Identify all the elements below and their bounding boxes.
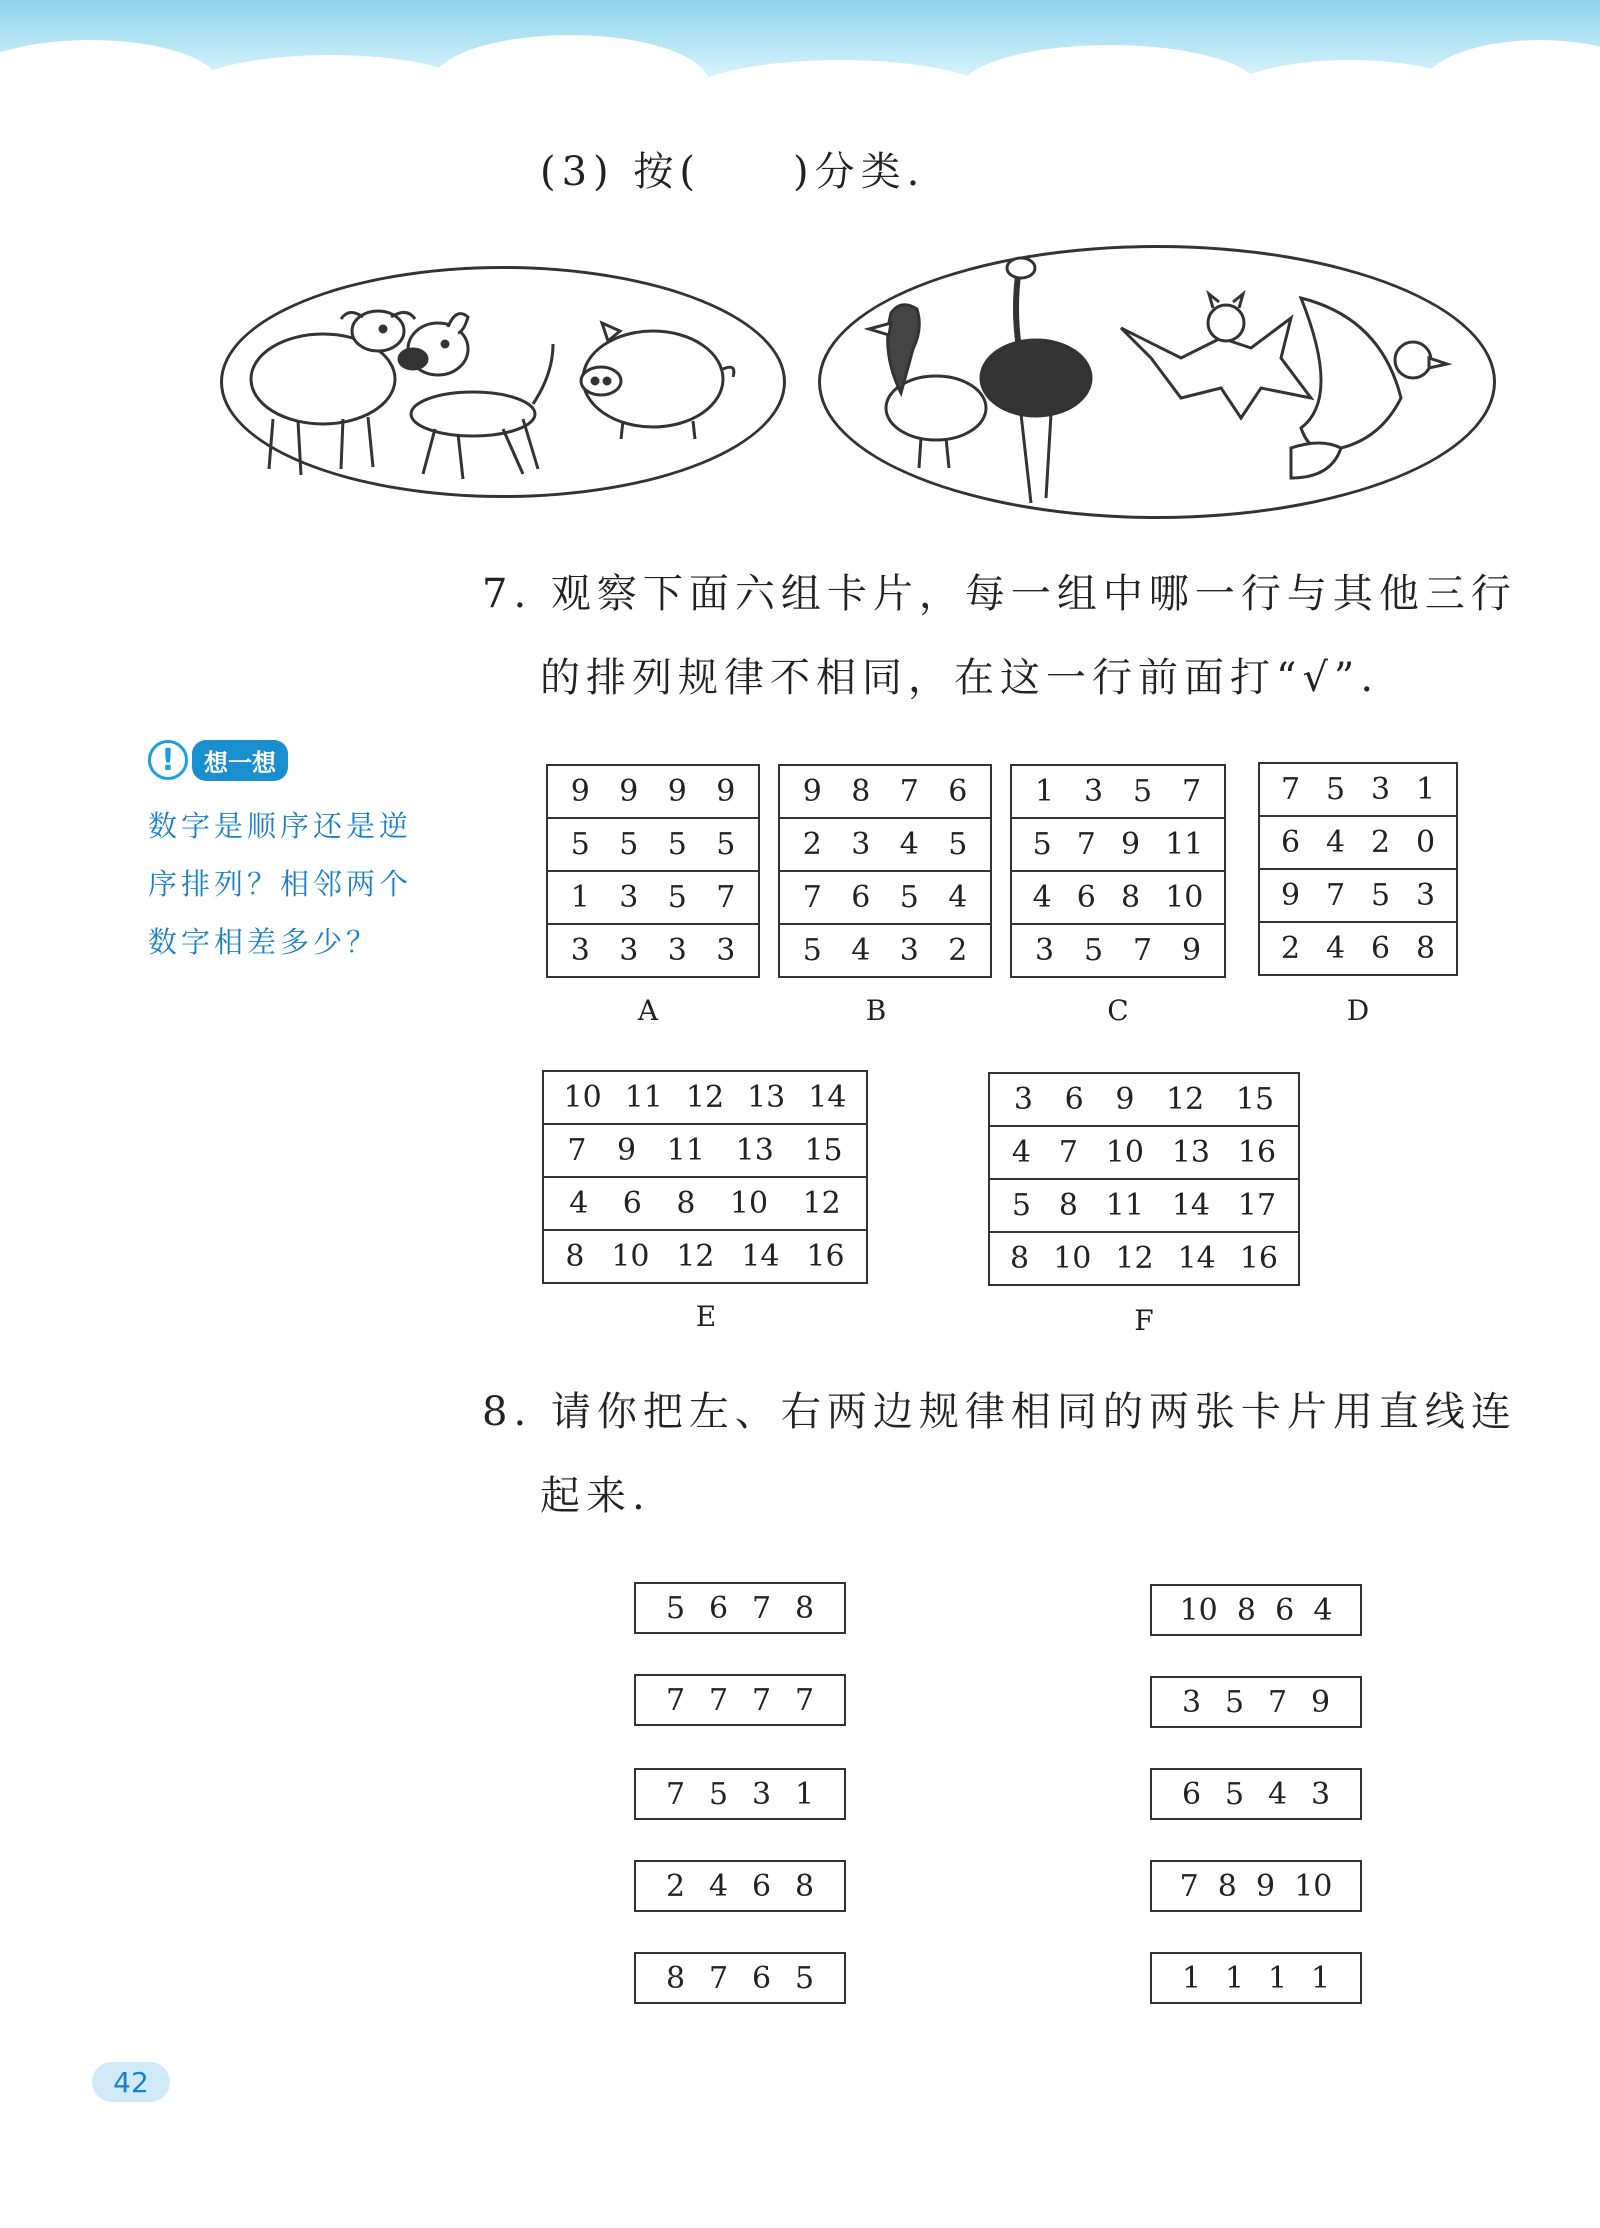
flying-animals-illustration (821, 248, 1493, 516)
card-group-d (1258, 762, 1458, 976)
group-label-c: C (1107, 994, 1129, 1027)
card-group-f (988, 1072, 1300, 1286)
mammals-illustration (223, 269, 783, 495)
group-label-d: D (1346, 994, 1370, 1027)
tip-line: 数字是顺序还是逆 (148, 809, 413, 843)
dove-icon (1291, 298, 1447, 478)
group-label-a: A (637, 994, 659, 1027)
group-label-e: E (695, 1300, 717, 1333)
card-row[interactable]: 7 6 5 4 (802, 880, 968, 915)
right-card[interactable]: 7 8 9 10 (1150, 1860, 1362, 1912)
card-row[interactable]: 10 11 12 13 14 (563, 1080, 847, 1115)
card-row[interactable]: 3 3 3 3 (570, 933, 736, 968)
bat-icon (1121, 294, 1311, 418)
right-card[interactable]: 1 1 1 1 (1150, 1952, 1362, 2004)
tip-title: 想一想 (192, 740, 288, 781)
q7-line2: 的排列规律不相同，在这一行前面打“√”. (540, 655, 1380, 701)
card-group-e (542, 1070, 868, 1284)
card-row[interactable]: 3 6 9 12 15 (1013, 1082, 1275, 1117)
card-row[interactable]: 2 3 4 5 (802, 827, 968, 862)
card-row[interactable]: 5 8 11 14 17 (1011, 1188, 1277, 1223)
mammals-oval (220, 266, 786, 498)
left-card[interactable]: 8 7 6 5 (634, 1952, 846, 2004)
card-group-a (546, 764, 760, 978)
dog-icon (399, 314, 553, 479)
card-row[interactable]: 5 4 3 2 (802, 933, 968, 968)
left-card[interactable]: 2 4 6 8 (634, 1860, 846, 1912)
q8-line1: 8. 请你把左、右两边规律相同的两张卡片用直线连 (482, 1389, 1517, 1435)
card-row[interactable]: 3 5 7 9 (1034, 933, 1202, 968)
cloud-shape (960, 45, 1260, 135)
ostrich-icon (981, 258, 1091, 503)
card-row[interactable]: 1 3 5 7 (570, 880, 736, 915)
group-label-f: F (1134, 1304, 1154, 1337)
card-group-b (778, 764, 992, 978)
sheep-icon (251, 311, 415, 475)
q6-part3-text: (3) 按( )分类. (540, 149, 926, 195)
card-row[interactable]: 4 6 8 10 (1032, 880, 1204, 915)
cloud-shape (680, 60, 1000, 140)
tip-badge (148, 738, 298, 782)
left-card[interactable]: 5 6 7 8 (634, 1582, 846, 1634)
right-card[interactable]: 6 5 4 3 (1150, 1768, 1362, 1820)
right-card[interactable]: 10 8 6 4 (1150, 1584, 1362, 1636)
card-row[interactable]: 9 8 7 6 (802, 774, 968, 809)
pig-icon (581, 323, 734, 439)
tip-line: 数字相差多少？ (148, 925, 380, 959)
card-row[interactable]: 1 3 5 7 (1034, 774, 1202, 809)
card-row[interactable]: 5 7 9 11 (1032, 827, 1204, 862)
card-row[interactable]: 9 9 9 9 (570, 774, 736, 809)
cloud-shape (430, 35, 710, 135)
page-number: 42 (92, 2062, 170, 2102)
exclamation-icon: ! (148, 740, 188, 780)
group-label-b: B (865, 994, 887, 1027)
card-row[interactable]: 7 9 11 13 15 (567, 1133, 843, 1168)
q7-line1: 7. 观察下面六组卡片，每一组中哪一行与其他三行 (482, 571, 1517, 617)
tip-line: 序排列？相邻两个 (148, 867, 413, 901)
card-row[interactable]: 5 5 5 5 (570, 827, 736, 862)
right-card[interactable]: 3 5 7 9 (1150, 1676, 1362, 1728)
birds-oval (818, 245, 1496, 519)
duck-icon (869, 305, 986, 468)
card-row[interactable]: 4 6 8 10 12 (569, 1186, 841, 1221)
card-row[interactable]: 8 10 12 14 16 (1010, 1241, 1278, 1276)
card-row[interactable]: 2 4 6 8 (1280, 931, 1436, 966)
card-row[interactable]: 8 10 12 14 16 (565, 1239, 845, 1274)
card-row[interactable]: 7 5 3 1 (1280, 772, 1436, 807)
card-row[interactable]: 9 7 5 3 (1280, 878, 1436, 913)
header-sky-band (0, 0, 1600, 110)
left-card[interactable]: 7 7 7 7 (634, 1674, 846, 1726)
card-row[interactable]: 6 4 2 0 (1280, 825, 1436, 860)
card-row[interactable]: 4 7 10 13 16 (1011, 1135, 1277, 1170)
q8-line2: 起来. (540, 1473, 651, 1519)
card-group-c (1010, 764, 1226, 978)
left-card[interactable]: 7 5 3 1 (634, 1768, 846, 1820)
